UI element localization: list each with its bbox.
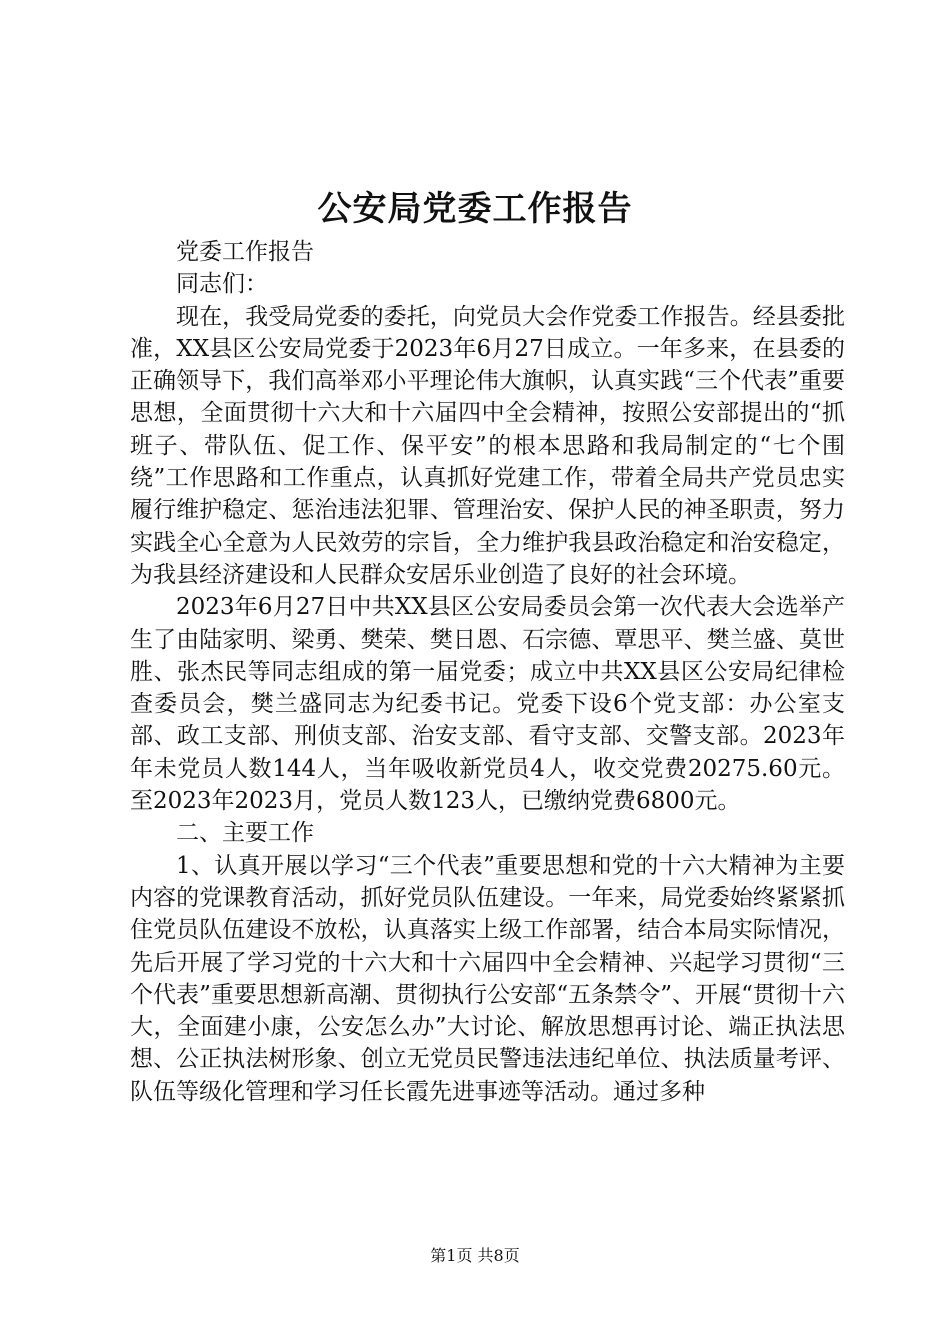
document-body [130, 236, 845, 1108]
document-title: 公安局党委工作报告 [317, 189, 633, 229]
paragraph-committee: 2023年6月27日中共XX县区公安局委员会第一次代表大会选举产生了由陆家明、梁勇、樊荣、樊日恩、石宗德、覃思平、樊兰盛、莫世胜、张杰民等同志组成的第一届党委；成立中共XX县区公安局纪律检查委员会，樊兰盛同志为纪委书记。党委下设6个党支部：办公室支部、政工支部、刑侦支部、治安支部、看守支部、交警支部。2023年年未党员人数144人，当年吸收新党员4人，收交党费20275.60元。至2023年2023月，党员人数123人，已缴纳党费6800元。 [130, 594, 845, 815]
paragraph-intro: 现在，我受局党委的委托，向党员大会作党委工作报告。经县委批准，XX县区公安局党委于2023年6月27日成立。一年多来，在县委的正确领导下，我们高举邓小平理论伟大旗帜，认真实践“三个代表”重要思想，全面贯彻十六大和十六届四中全会精神，按照公安部提出的“抓班子、带队伍、促工作、保平安”的根本思路和我局制定的“七个围绕”工作思路和工作重点，认真抓好党建工作，带着全局共产党员忠实履行维护稳定、惩治违法犯罪、管理治安、保护人民的神圣职责，努力实践全心全意为人民效劳的宗旨，全力维护我县政治稳定和治安稳定，为我县经济建设和人民群众安居乐业创造了良好的社会环境。 [130, 303, 845, 588]
section-heading: 二、主要工作 [176, 820, 314, 847]
paragraph-salutation: 同志们： [176, 271, 268, 298]
page-footer: 第1页 共8页 [430, 1246, 520, 1265]
paragraph-main-work-1: 1、认真开展以学习“三个代表”重要思想和党的十六大精神为主要内容的党课教育活动，抓好党员队伍建设。一年来，局党委始终紧紧抓住党员队伍建设不放松，认真落实上级工作部署，结合本局实际情况，先后开展了学习党的十六大和十六届四中全会精神、兴起学习贯彻“三个代表”重要思想新高潮、贯彻执行公安部“五条禁令”、开展“贯彻十六大，全面建小康，公安怎么办”大讨论、解放思想再讨论、端正执法思想、公正执法树形象、创立无党员民警违法违纪单位、执法质量考评、队伍等级化管理和学习任长霞先进事迹等活动。通过多种 [130, 852, 845, 1105]
paragraph-subtitle: 党委工作报告 [176, 239, 314, 265]
